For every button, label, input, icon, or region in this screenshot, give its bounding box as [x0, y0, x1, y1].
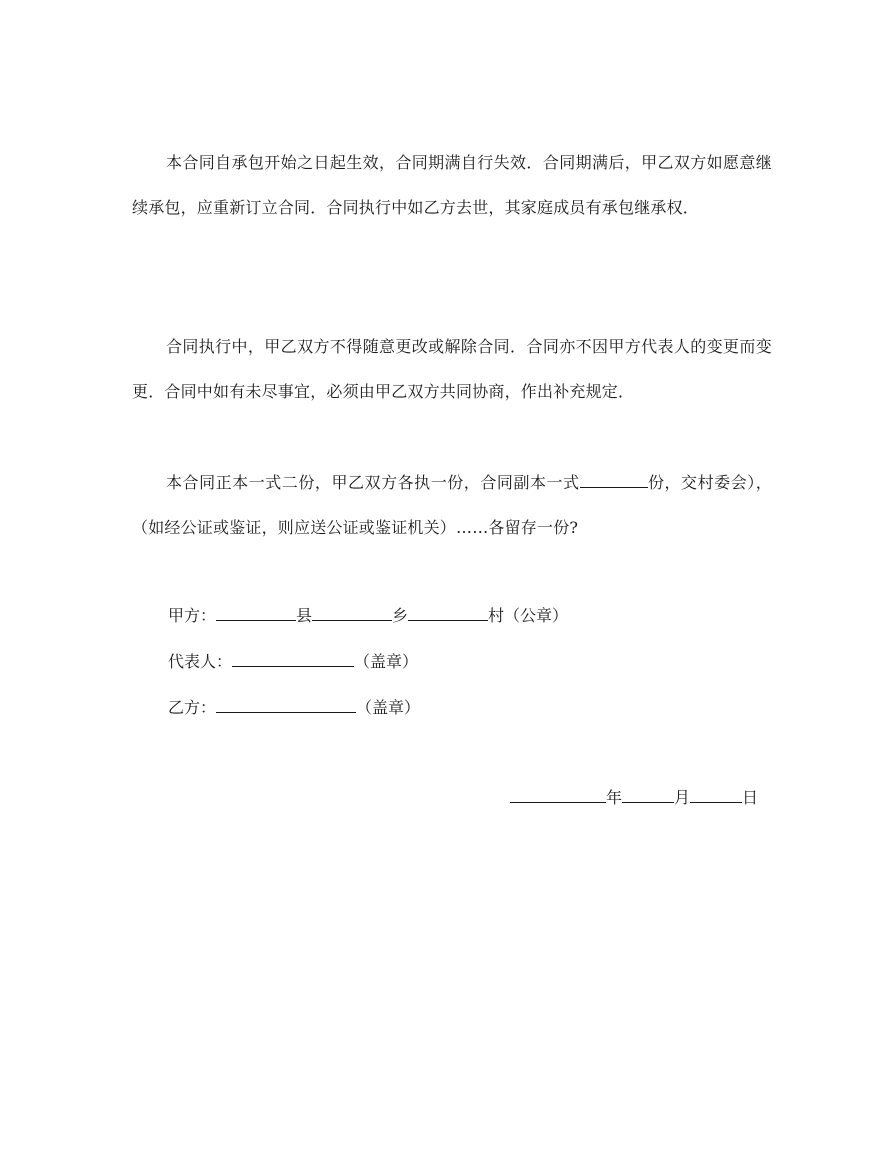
day-label: 日: [742, 788, 759, 807]
month-blank[interactable]: [622, 786, 674, 803]
month-label: 月: [674, 788, 691, 807]
copies-text-after: 份，交村委会），（如经公证或鉴证，则应送公证或鉴证机关）……各留存一份?: [132, 473, 772, 537]
village-seal-label: 村（公章）: [488, 606, 569, 625]
representative-label: 代表人：: [168, 652, 233, 671]
county-label: 县: [296, 606, 313, 625]
paragraph-contract-copies: [132, 460, 772, 550]
date-line: [510, 786, 758, 810]
day-blank[interactable]: [690, 786, 742, 803]
party-a-label: 甲方：: [168, 606, 217, 625]
county-blank[interactable]: [216, 604, 296, 621]
party-b-signature-line: [168, 696, 420, 720]
representative-seal-label: （盖章）: [354, 652, 419, 671]
township-label: 乡: [392, 606, 409, 625]
party-a-signature-line: [168, 604, 568, 628]
party-b-seal-label: （盖章）: [356, 698, 421, 717]
township-blank[interactable]: [312, 604, 392, 621]
representative-blank[interactable]: [232, 650, 354, 667]
party-b-label: 乙方：: [168, 698, 217, 717]
paragraph-contract-validity: 本合同自承包开始之日起生效，合同期满自行失效．合同期满后，甲乙双方如愿意继续承包，应重新订立合同．合同执行中如乙方去世，其家庭成员有承包继承权．: [132, 153, 772, 217]
year-label: 年: [606, 788, 623, 807]
copies-text-before: 本合同正本一式二份，甲乙双方各执一份，合同副本一式: [166, 473, 580, 492]
paragraph-contract-changes: 合同执行中，甲乙双方不得随意更改或解除合同．合同亦不因甲方代表人的变更而变更．合同中如有未尽事宜，必须由甲乙双方共同协商，作出补充规定．: [132, 337, 772, 401]
party-b-blank[interactable]: [216, 696, 356, 713]
representative-signature-line: [168, 650, 418, 674]
year-blank[interactable]: [510, 786, 606, 803]
copies-count-blank[interactable]: [580, 471, 648, 488]
village-blank[interactable]: [408, 604, 488, 621]
